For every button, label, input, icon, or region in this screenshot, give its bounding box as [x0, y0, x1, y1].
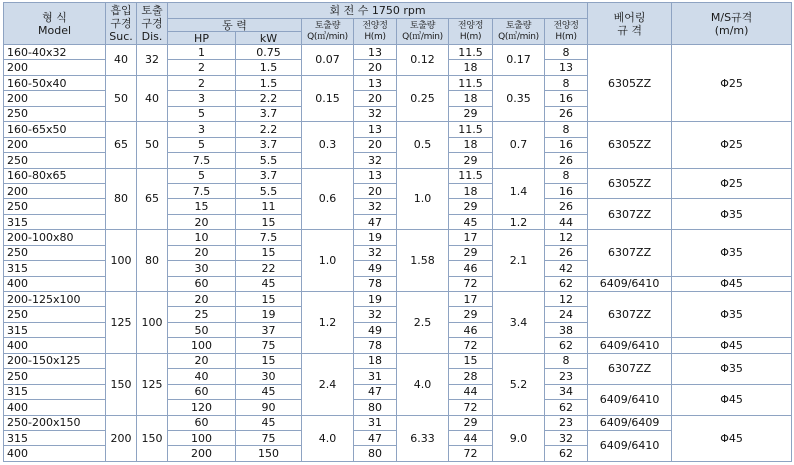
- cell-head: 78: [354, 276, 397, 291]
- cell-kw: 75: [236, 338, 302, 353]
- cell-hp: 60: [168, 276, 236, 291]
- cell-flow: 0.7: [493, 122, 545, 168]
- cell-flow: 0.3: [302, 122, 354, 168]
- cell-hp: 30: [168, 261, 236, 276]
- header-flow-3: 토출량 Q(㎥/min): [493, 19, 545, 45]
- header-kw: kW: [236, 32, 302, 45]
- cell-head: 62: [545, 338, 588, 353]
- cell-head: 47: [354, 430, 397, 445]
- header-bearing: 베어링 규 격: [588, 3, 672, 45]
- cell-bearing: 6307ZZ: [588, 292, 672, 338]
- cell-suction: 40: [106, 45, 137, 76]
- cell-kw: 3.7: [236, 137, 302, 152]
- cell-kw: 90: [236, 400, 302, 415]
- cell-head: 16: [545, 183, 588, 198]
- cell-head: 23: [545, 415, 588, 430]
- table-row: [4, 168, 792, 183]
- cell-discharge: 125: [137, 353, 168, 415]
- cell-head: 13: [354, 168, 397, 183]
- cell-model: 400: [4, 338, 106, 353]
- cell-head: 8: [545, 122, 588, 137]
- cell-model: 200: [4, 137, 106, 152]
- cell-bearing: 6409/6410: [588, 338, 672, 353]
- cell-flow: 9.0: [493, 415, 545, 462]
- cell-head: 46: [449, 322, 493, 337]
- cell-head: 44: [449, 430, 493, 445]
- cell-ms: Φ45: [672, 276, 792, 291]
- cell-head: 20: [354, 60, 397, 75]
- cell-model: 200: [4, 183, 106, 198]
- cell-head: 18: [449, 183, 493, 198]
- cell-flow: 2.4: [302, 353, 354, 415]
- header-rpm: 회 전 수 1750 rpm: [168, 3, 588, 19]
- cell-model: 315: [4, 214, 106, 229]
- cell-head: 19: [354, 230, 397, 245]
- cell-kw: 2.2: [236, 91, 302, 106]
- cell-flow: 0.17: [493, 45, 545, 76]
- pump-spec-table: [3, 2, 792, 462]
- cell-hp: 100: [168, 338, 236, 353]
- cell-flow: 6.33: [397, 415, 449, 462]
- cell-head: 44: [545, 214, 588, 229]
- cell-head: 32: [545, 430, 588, 445]
- cell-head: 47: [354, 384, 397, 399]
- cell-ms: Φ35: [672, 199, 792, 230]
- cell-discharge: 100: [137, 292, 168, 354]
- cell-model: 250: [4, 199, 106, 214]
- cell-discharge: 150: [137, 415, 168, 462]
- cell-kw: 37: [236, 322, 302, 337]
- cell-kw: 19: [236, 307, 302, 322]
- cell-flow: 1.58: [397, 230, 449, 292]
- header-model-ko: 형 식: [42, 10, 67, 24]
- cell-head: 45: [449, 214, 493, 229]
- cell-head: 34: [545, 384, 588, 399]
- table-row: [4, 230, 792, 245]
- cell-hp: 20: [168, 214, 236, 229]
- cell-head: 62: [545, 446, 588, 462]
- cell-flow: 1.2: [302, 292, 354, 354]
- cell-head: 18: [449, 137, 493, 152]
- cell-head: 20: [354, 183, 397, 198]
- cell-head: 11.5: [449, 45, 493, 60]
- header-power: 동 력: [168, 19, 302, 32]
- cell-hp: 10: [168, 230, 236, 245]
- cell-hp: 5: [168, 168, 236, 183]
- cell-head: 26: [545, 153, 588, 168]
- table-row: [4, 353, 792, 368]
- cell-hp: 50: [168, 322, 236, 337]
- cell-head: 18: [449, 60, 493, 75]
- cell-head: 8: [545, 353, 588, 368]
- cell-model: 250: [4, 307, 106, 322]
- cell-flow: 0.12: [397, 45, 449, 76]
- cell-model: 200: [4, 60, 106, 75]
- cell-model: 400: [4, 446, 106, 462]
- cell-hp: 25: [168, 307, 236, 322]
- cell-kw: 30: [236, 369, 302, 384]
- cell-head: 80: [354, 400, 397, 415]
- cell-bearing: 6409/6409: [588, 415, 672, 430]
- cell-bearing: 6307ZZ: [588, 230, 672, 276]
- cell-head: 18: [449, 91, 493, 106]
- cell-bearing: 6409/6410: [588, 276, 672, 291]
- cell-head: 18: [354, 353, 397, 368]
- cell-head: 38: [545, 322, 588, 337]
- cell-head: 13: [545, 60, 588, 75]
- cell-head: 32: [354, 106, 397, 121]
- cell-head: 49: [354, 261, 397, 276]
- cell-suction: 100: [106, 230, 137, 292]
- cell-flow: 0.07: [302, 45, 354, 76]
- cell-kw: 15: [236, 245, 302, 260]
- cell-flow: 1.0: [302, 230, 354, 292]
- cell-flow: 4.0: [302, 415, 354, 462]
- cell-head: 29: [449, 199, 493, 214]
- cell-ms: Φ25: [672, 168, 792, 199]
- header-suction: 흡입 구경 Suc.: [106, 3, 137, 45]
- cell-hp: 2: [168, 60, 236, 75]
- cell-head: 80: [354, 446, 397, 462]
- table-row: [4, 122, 792, 137]
- cell-head: 62: [545, 276, 588, 291]
- cell-kw: 0.75: [236, 45, 302, 60]
- cell-kw: 1.5: [236, 60, 302, 75]
- cell-kw: 45: [236, 276, 302, 291]
- cell-head: 26: [545, 245, 588, 260]
- cell-head: 11.5: [449, 75, 493, 90]
- cell-hp: 5: [168, 137, 236, 152]
- cell-head: 26: [545, 106, 588, 121]
- cell-hp: 200: [168, 446, 236, 462]
- cell-model: 200-150x125: [4, 353, 106, 368]
- cell-model: 160-50x40: [4, 75, 106, 90]
- cell-head: 16: [545, 91, 588, 106]
- cell-head: 13: [354, 45, 397, 60]
- cell-head: 29: [449, 245, 493, 260]
- cell-kw: 45: [236, 415, 302, 430]
- table-body: [4, 45, 792, 462]
- cell-flow: 0.35: [493, 75, 545, 121]
- cell-model: 200-100x80: [4, 230, 106, 245]
- cell-head: 17: [449, 230, 493, 245]
- cell-kw: 45: [236, 384, 302, 399]
- cell-kw: 1.5: [236, 75, 302, 90]
- cell-model: 315: [4, 322, 106, 337]
- cell-hp: 5: [168, 106, 236, 121]
- cell-kw: 11: [236, 199, 302, 214]
- header-flow-1: 토출량 Q(㎥/min): [302, 19, 354, 45]
- cell-suction: 50: [106, 75, 137, 121]
- cell-head: 42: [545, 261, 588, 276]
- cell-kw: 5.5: [236, 183, 302, 198]
- cell-head: 20: [354, 91, 397, 106]
- cell-suction: 125: [106, 292, 137, 354]
- header-model-en: Model: [37, 23, 72, 37]
- cell-model: 200-125x100: [4, 292, 106, 307]
- cell-flow: 2.5: [397, 292, 449, 354]
- cell-model: 315: [4, 261, 106, 276]
- cell-head: 32: [354, 307, 397, 322]
- cell-head: 32: [354, 245, 397, 260]
- cell-head: 24: [545, 307, 588, 322]
- cell-suction: 200: [106, 415, 137, 462]
- cell-hp: 60: [168, 384, 236, 399]
- cell-head: 32: [354, 199, 397, 214]
- cell-suction: 150: [106, 353, 137, 415]
- cell-head: 29: [449, 307, 493, 322]
- cell-flow: 1.2: [493, 214, 545, 229]
- header-hp: HP: [168, 32, 236, 45]
- header-head-2: 전양정 H(m): [449, 19, 493, 45]
- cell-model: 315: [4, 430, 106, 445]
- cell-model: 250: [4, 106, 106, 121]
- cell-bearing: 6305ZZ: [588, 168, 672, 199]
- cell-head: 29: [449, 106, 493, 121]
- cell-head: 12: [545, 230, 588, 245]
- cell-bearing: 6409/6410: [588, 384, 672, 415]
- cell-ms: Φ35: [672, 353, 792, 384]
- cell-head: 26: [545, 199, 588, 214]
- cell-kw: 22: [236, 261, 302, 276]
- cell-head: 31: [354, 369, 397, 384]
- cell-hp: 2: [168, 75, 236, 90]
- cell-flow: 5.2: [493, 353, 545, 415]
- cell-flow: 4.0: [397, 353, 449, 415]
- cell-head: 19: [354, 292, 397, 307]
- header-model: [4, 3, 106, 45]
- cell-hp: 40: [168, 369, 236, 384]
- cell-head: 62: [545, 400, 588, 415]
- cell-discharge: 80: [137, 230, 168, 292]
- cell-kw: 3.7: [236, 106, 302, 121]
- cell-head: 32: [354, 153, 397, 168]
- cell-hp: 3: [168, 91, 236, 106]
- cell-head: 44: [449, 384, 493, 399]
- header-discharge: 토출 구경 Dis.: [137, 3, 168, 45]
- cell-model: 160-80x65: [4, 168, 106, 183]
- cell-model: 250: [4, 153, 106, 168]
- cell-model: 250: [4, 369, 106, 384]
- cell-flow: 3.4: [493, 292, 545, 354]
- cell-head: 72: [449, 276, 493, 291]
- cell-head: 78: [354, 338, 397, 353]
- cell-model: 200: [4, 91, 106, 106]
- header-head-3: 전양정 H(m): [545, 19, 588, 45]
- cell-head: 8: [545, 168, 588, 183]
- cell-hp: 20: [168, 353, 236, 368]
- header-flow-2: 토출량 Q(㎥/min): [397, 19, 449, 45]
- cell-head: 23: [545, 369, 588, 384]
- cell-head: 13: [354, 122, 397, 137]
- table-row: [4, 45, 792, 60]
- cell-flow: 1.4: [493, 168, 545, 214]
- cell-model: 400: [4, 400, 106, 415]
- cell-head: 17: [449, 292, 493, 307]
- cell-hp: 100: [168, 430, 236, 445]
- cell-kw: 7.5: [236, 230, 302, 245]
- header-ms: M/S규격 (m/m): [672, 3, 792, 45]
- cell-hp: 120: [168, 400, 236, 415]
- table-row: [4, 415, 792, 430]
- cell-kw: 15: [236, 353, 302, 368]
- cell-head: 72: [449, 446, 493, 462]
- cell-model: 160-40x32: [4, 45, 106, 60]
- cell-hp: 20: [168, 245, 236, 260]
- cell-head: 20: [354, 137, 397, 152]
- cell-hp: 60: [168, 415, 236, 430]
- cell-kw: 15: [236, 292, 302, 307]
- cell-head: 72: [449, 400, 493, 415]
- cell-head: 15: [449, 353, 493, 368]
- cell-head: 11.5: [449, 122, 493, 137]
- cell-ms: Φ45: [672, 384, 792, 415]
- cell-kw: 75: [236, 430, 302, 445]
- cell-head: 46: [449, 261, 493, 276]
- cell-hp: 3: [168, 122, 236, 137]
- cell-model: 400: [4, 276, 106, 291]
- cell-bearing: 6307ZZ: [588, 353, 672, 384]
- header-head-1: 전양정 H(m): [354, 19, 397, 45]
- cell-ms: Φ35: [672, 230, 792, 276]
- cell-discharge: 50: [137, 122, 168, 168]
- cell-kw: 2.2: [236, 122, 302, 137]
- cell-flow: 0.15: [302, 75, 354, 121]
- cell-kw: 150: [236, 446, 302, 462]
- cell-bearing: 6307ZZ: [588, 199, 672, 230]
- cell-head: 11.5: [449, 168, 493, 183]
- cell-discharge: 40: [137, 75, 168, 121]
- cell-head: 8: [545, 75, 588, 90]
- cell-kw: 15: [236, 214, 302, 229]
- cell-head: 72: [449, 338, 493, 353]
- cell-bearing: 6305ZZ: [588, 122, 672, 168]
- cell-ms: Φ25: [672, 122, 792, 168]
- cell-head: 31: [354, 415, 397, 430]
- cell-ms: Φ25: [672, 45, 792, 122]
- cell-head: 29: [449, 153, 493, 168]
- cell-bearing: 6409/6410: [588, 430, 672, 461]
- cell-model: 250: [4, 245, 106, 260]
- cell-bearing: 6305ZZ: [588, 45, 672, 122]
- cell-suction: 65: [106, 122, 137, 168]
- cell-discharge: 32: [137, 45, 168, 76]
- cell-flow: 0.6: [302, 168, 354, 230]
- cell-head: 13: [354, 75, 397, 90]
- cell-hp: 7.5: [168, 153, 236, 168]
- cell-hp: 7.5: [168, 183, 236, 198]
- cell-head: 12: [545, 292, 588, 307]
- cell-discharge: 65: [137, 168, 168, 230]
- cell-ms: Φ45: [672, 415, 792, 462]
- cell-head: 8: [545, 45, 588, 60]
- cell-head: 49: [354, 322, 397, 337]
- cell-ms: Φ45: [672, 338, 792, 353]
- cell-hp: 15: [168, 199, 236, 214]
- cell-kw: 5.5: [236, 153, 302, 168]
- cell-head: 16: [545, 137, 588, 152]
- cell-ms: Φ35: [672, 292, 792, 338]
- cell-hp: 1: [168, 45, 236, 60]
- cell-flow: 2.1: [493, 230, 545, 292]
- cell-head: 29: [449, 415, 493, 430]
- cell-head: 28: [449, 369, 493, 384]
- cell-kw: 3.7: [236, 168, 302, 183]
- cell-flow: 0.25: [397, 75, 449, 121]
- cell-hp: 20: [168, 292, 236, 307]
- cell-model: 250-200x150: [4, 415, 106, 430]
- cell-model: 160-65x50: [4, 122, 106, 137]
- cell-flow: 0.5: [397, 122, 449, 168]
- cell-model: 315: [4, 384, 106, 399]
- cell-flow: 1.0: [397, 168, 449, 230]
- cell-suction: 80: [106, 168, 137, 230]
- cell-head: 47: [354, 214, 397, 229]
- table-row: [4, 292, 792, 307]
